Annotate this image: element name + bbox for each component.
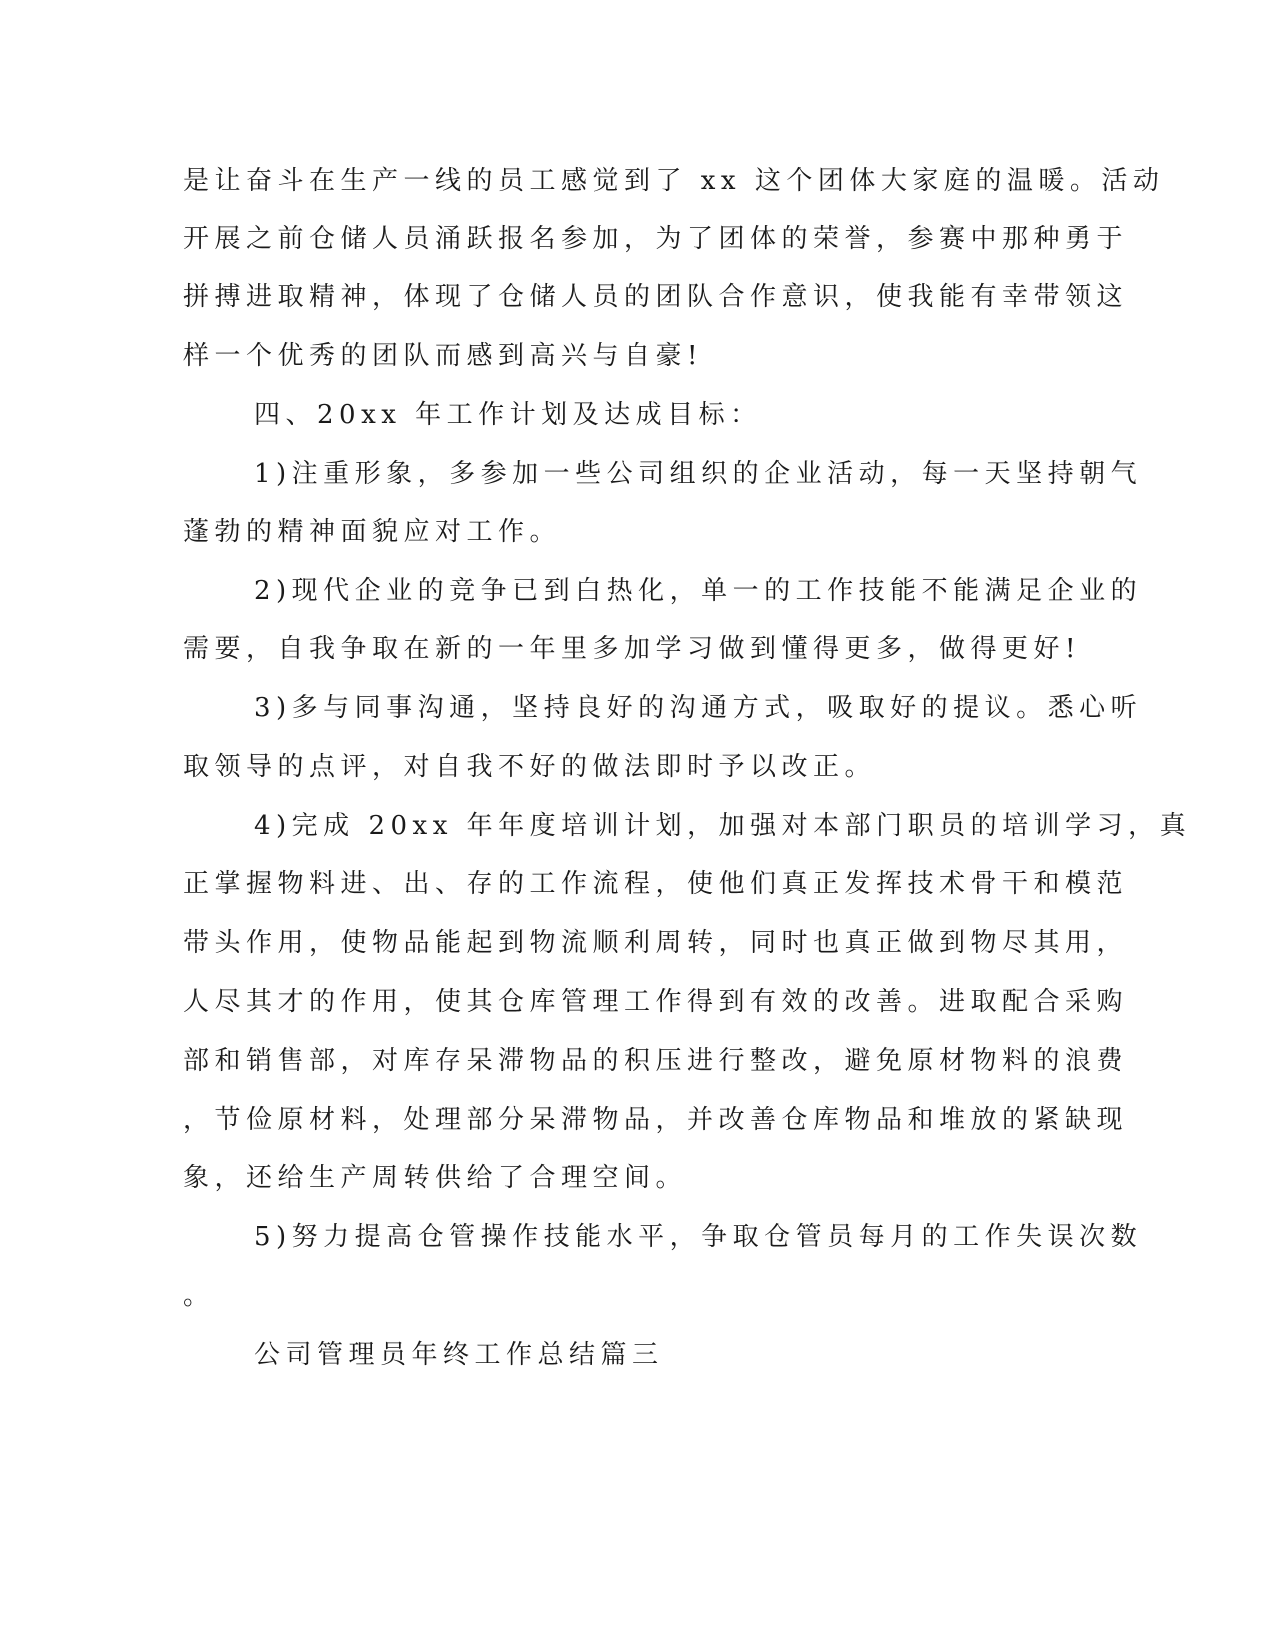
list-item-4-line: 象，还给生产周转供给了合理空间。 bbox=[183, 1163, 688, 1193]
list-item-1-line: 蓬勃的精神面貌应对工作。 bbox=[183, 517, 562, 547]
section-heading: 四、20xx 年工作计划及达成目标： bbox=[254, 400, 762, 430]
list-item-3-line: 3)多与同事沟通，坚持良好的沟通方式，吸取好的提议。悉心听 bbox=[254, 693, 1143, 723]
section-title: 公司管理员年终工作总结篇三 bbox=[254, 1340, 664, 1370]
list-item-4-line: 4)完成 20xx 年年度培训计划，加强对本部门职员的培训学习，真 bbox=[254, 811, 1192, 841]
paragraph-line: 拼搏进取精神，体现了仓储人员的团队合作意识，使我能有幸带领这 bbox=[183, 282, 1129, 312]
paragraph-line: 开展之前仓储人员涌跃报名参加，为了团体的荣誉，参赛中那种勇于 bbox=[183, 224, 1129, 254]
list-item-5-line: 5)努力提高仓管操作技能水平，争取仓管员每月的工作失误次数 bbox=[254, 1222, 1143, 1252]
list-item-1-line: 1)注重形象，多参加一些公司组织的企业活动，每一天坚持朝气 bbox=[254, 459, 1143, 489]
list-item-4-line: ，节俭原材料，处理部分呆滞物品，并改善仓库物品和堆放的紧缺现 bbox=[183, 1105, 1129, 1135]
list-item-4-line: 正掌握物料进、出、存的工作流程，使他们真正发挥技术骨干和模范 bbox=[183, 869, 1129, 899]
list-item-2-line: 需要，自我争取在新的一年里多加学习做到懂得更多，做得更好! bbox=[183, 634, 1081, 664]
list-item-4-line: 带头作用，使物品能起到物流顺利周转，同时也真正做到物尽其用， bbox=[183, 928, 1129, 958]
paragraph-line: 样一个优秀的团队而感到高兴与自豪! bbox=[183, 341, 703, 371]
list-item-4-line: 部和销售部，对库存呆滞物品的积压进行整改，避免原材物料的浪费 bbox=[183, 1046, 1129, 1076]
paragraph-line: 是让奋斗在生产一线的员工感觉到了 xx 这个团体大家庭的温暖。活动 bbox=[183, 166, 1165, 196]
list-item-5-line: 。 bbox=[183, 1281, 215, 1311]
list-item-3-line: 取领导的点评，对自我不好的做法即时予以改正。 bbox=[183, 752, 877, 782]
list-item-4-line: 人尽其才的作用，使其仓库管理工作得到有效的改善。进取配合采购 bbox=[183, 987, 1129, 1017]
list-item-2-line: 2)现代企业的竞争已到白热化，单一的工作技能不能满足企业的 bbox=[254, 576, 1143, 606]
